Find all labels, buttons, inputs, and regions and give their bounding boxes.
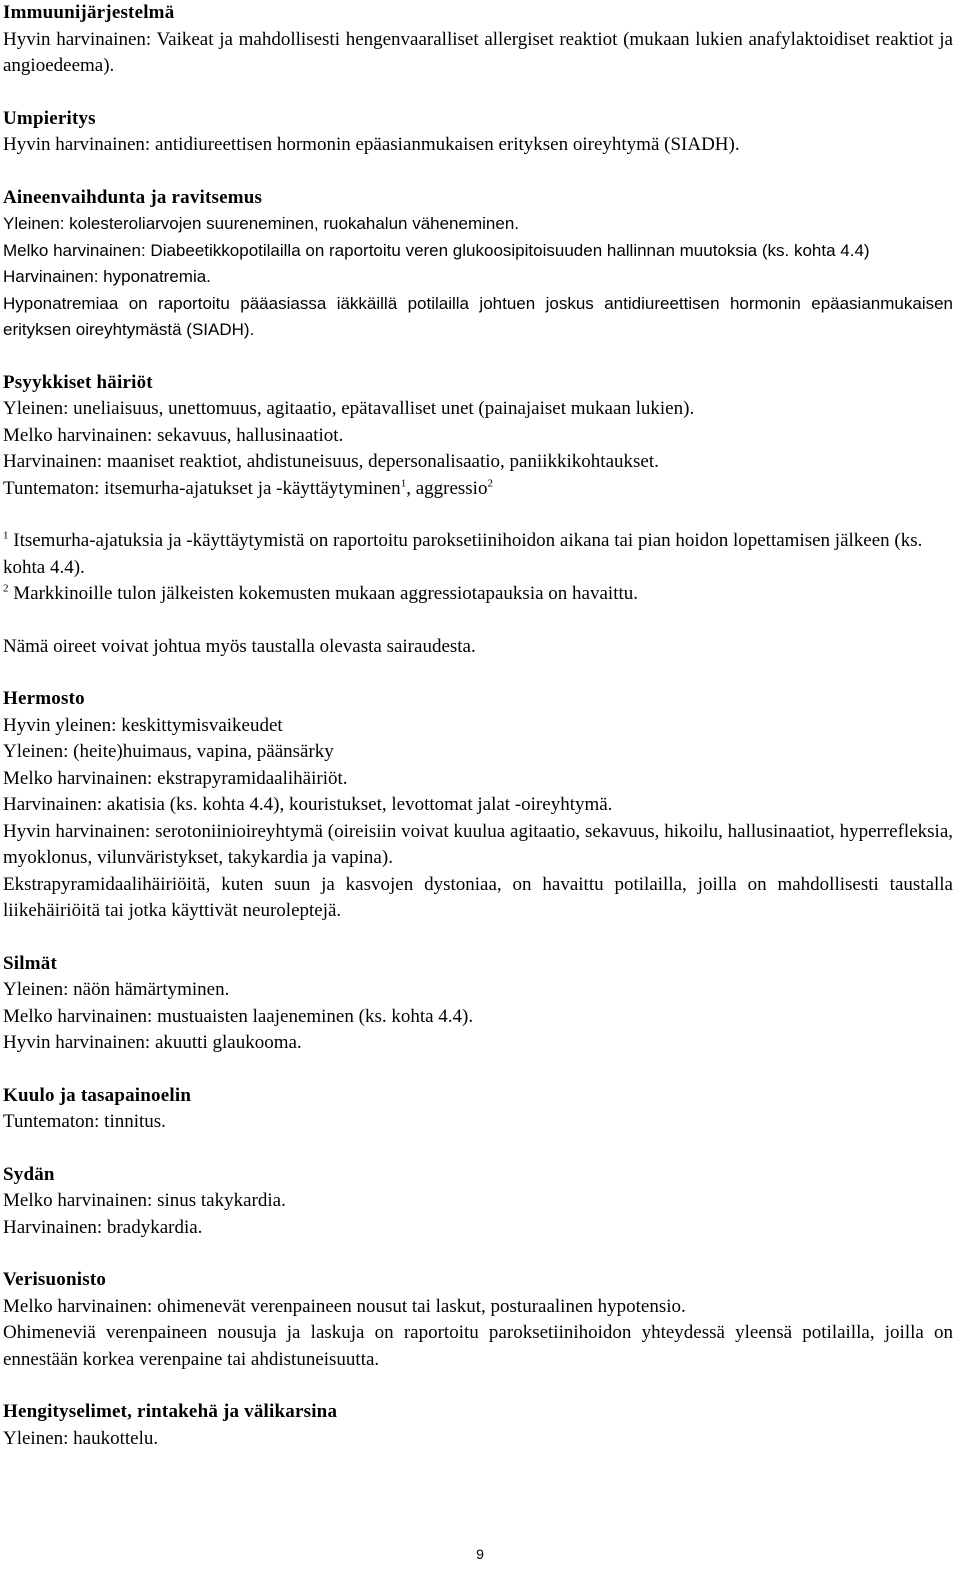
text-nervous-line-6: Ekstrapyramidaalihäiriöitä, kuten suun ja kasvojen dystoniaa, on havaittu potilailla, joilla on mahdollisesti taustalla liikehäiriöitä tai jotka käyttivät neuroleptejä. (3, 873, 953, 921)
text-nervous-line-2: Yleinen: (heite)huimaus, vapina, päänsärky (3, 741, 334, 762)
heading-psychiatric: Psyykkiset häiriöt (3, 371, 153, 393)
text-ear-line-1: Tuntematon: tinnitus. (3, 1111, 166, 1132)
footnote-1-marker: 1 (3, 529, 9, 542)
page-number: 9 (476, 1546, 484, 1562)
text-psychiatric-line-4 (3, 476, 953, 503)
text-nervous-line-4: Harvinainen: akatisia (ks. kohta 4.4), kouristukset, levottomat jalat -oireyhtymä. (3, 794, 613, 815)
text-respiratory-line-1: Yleinen: haukottelu. (3, 1427, 159, 1449)
psychiatric-line-4-mid: , aggressio (406, 477, 488, 499)
text-metabolism-line-3: Harvinainen: hyponatremia. (3, 267, 211, 286)
text-heart-line-2: Harvinainen: bradykardia. (3, 1216, 203, 1238)
section-endocrine (3, 106, 953, 159)
section-metabolism (3, 185, 953, 344)
text-nervous-line-5: Hyvin harvinainen: serotoniinioireyhtymä (oireisiin voivat kuulua agitaatio, sekavuus, hikoilu, hallusinaatiot, hyperrefleksia, myoklonus, vilunväristykset, takykardia ja vapina). (3, 820, 953, 868)
heading-respiratory: Hengityselimet, rintakehä ja välikarsina (3, 1401, 338, 1422)
heading-heart: Sydän (3, 1163, 55, 1185)
section-psychiatric (3, 370, 953, 503)
text-vascular-line-1: Melko harvinainen: ohimenevät verenpaineen nousut tai laskut, posturaalinen hypotensio. (3, 1295, 686, 1317)
section-nervous-system (3, 686, 953, 925)
document-page (3, 0, 953, 1478)
section-note (3, 634, 953, 661)
text-note: Nämä oireet voivat johtua myös taustalla olevasta sairaudesta. (3, 635, 476, 657)
section-eyes (3, 951, 953, 1057)
text-vascular-line-2: Ohimeneviä verenpaineen nousuja ja laskuja on raportoitu paroksetiinihoidon yhteydessä yleensä potilailla, joilla on ennestään korkea verenpaine tai ahdistuneisuutta. (3, 1322, 953, 1370)
section-vascular (3, 1267, 953, 1373)
text-psychiatric-line-2: Melko harvinainen: sekavuus, hallusinaatiot. (3, 424, 344, 446)
text-endocrine-line-1: Hyvin harvinainen: antidiureettisen hormonin epäasianmukaisen erityksen oireyhtymä (SIADH). (3, 134, 740, 155)
text-nervous-line-3: Melko harvinainen: ekstrapyramidaalihäiriöt. (3, 767, 348, 789)
heading-metabolism: Aineenvaihdunta ja ravitsemus (3, 186, 263, 208)
heading-ear: Kuulo ja tasapainoelin (3, 1084, 192, 1106)
text-psychiatric-line-3: Harvinainen: maaniset reaktiot, ahdistuneisuus, depersonalisaatio, paniikkikohtaukset. (3, 451, 659, 472)
text-metabolism-line-1: Yleinen: kolesteroliarvojen suureneminen, ruokahalun väheneminen. (3, 214, 519, 233)
section-respiratory (3, 1399, 953, 1452)
footnote-2-marker: 2 (3, 582, 9, 595)
footnotes (3, 528, 953, 608)
heading-endocrine: Umpieritys (3, 107, 96, 129)
footnote-ref-1: 1 (400, 477, 407, 490)
text-eyes-line-1: Yleinen: näön hämärtyminen. (3, 979, 230, 1000)
section-heart (3, 1162, 953, 1242)
footnote-2 (3, 581, 953, 608)
text-nervous-line-1: Hyvin yleinen: keskittymisvaikeudet (3, 714, 283, 736)
text-eyes-line-2: Melko harvinainen: mustuaisten laajeneminen (ks. kohta 4.4). (3, 1005, 474, 1027)
section-ear (3, 1083, 953, 1136)
text-psychiatric-line-1: Yleinen: uneliaisuus, unettomuus, agitaatio, epätavalliset unet (painajaiset mukaan lukien). (3, 398, 695, 419)
footnote-1-text: Itsemurha-ajatuksia ja -käyttäytymistä on raportoitu paroksetiinihoidon aikana tai pian hoidon lopettamisen jälkeen (ks. kohta 4.4). (3, 530, 923, 578)
heading-eyes: Silmät (3, 952, 57, 974)
footnote-2-text: Markkinoille tulon jälkeisten kokemusten mukaan aggressiotapauksia on havaittu. (8, 583, 638, 604)
section-immune-system (3, 0, 953, 80)
heading-vascular: Verisuonisto (3, 1269, 107, 1290)
heading-nervous-system: Hermosto (3, 688, 85, 709)
text-heart-line-1: Melko harvinainen: sinus takykardia. (3, 1190, 286, 1211)
text-eyes-line-3: Hyvin harvinainen: akuutti glaukooma. (3, 1032, 302, 1053)
footnote-1 (3, 528, 953, 581)
footnote-ref-2: 2 (487, 477, 493, 490)
text-metabolism-line-4: Hyponatremiaa on raportoitu pääasiassa iäkkäillä potilailla johtuen joskus antidiureettisen hormonin epäasianmukaisen erityksen oireyhtymästä (SIADH). (3, 293, 953, 339)
psychiatric-line-4-text: Tuntematon: itsemurha-ajatukset ja -käyttäytyminen (3, 477, 401, 499)
text-metabolism-line-2: Melko harvinainen: Diabeetikkopotilailla on raportoitu veren glukoosipitoisuuden hallinnan muutoksia (ks. kohta 4.4) (3, 240, 870, 260)
heading-immune-system: Immuunijärjestelmä (3, 2, 175, 23)
text-immune-line-1: Hyvin harvinainen: Vaikeat ja mahdollisesti hengenvaaralliset allergiset reaktiot (mukaan lukien anafylaktoidiset reaktiot ja angioedeema). (3, 28, 953, 76)
